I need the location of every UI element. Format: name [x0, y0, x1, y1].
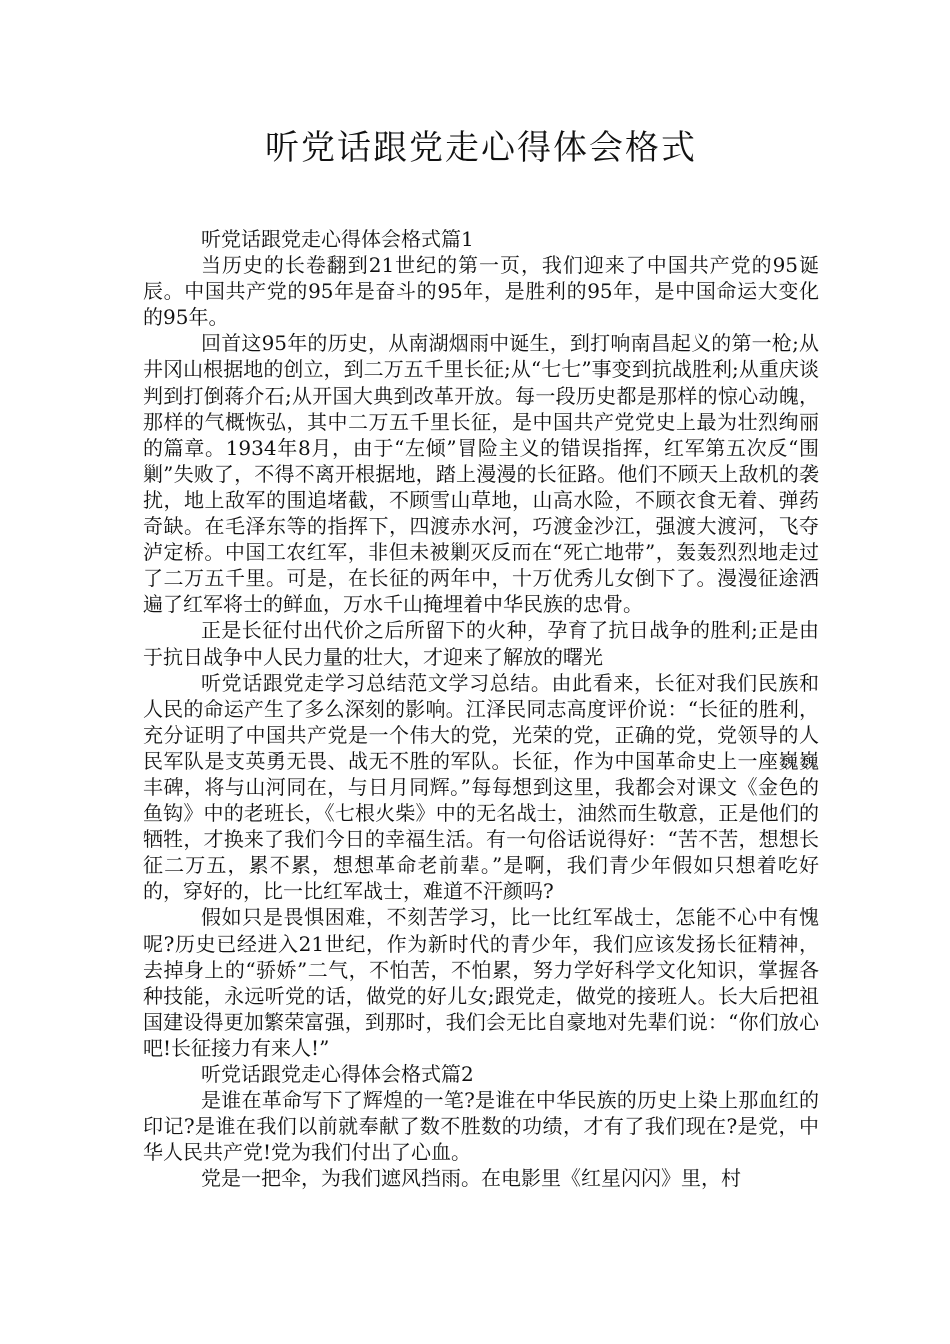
document-page — [143, 120, 819, 1191]
document-title: 听党话跟党走心得体会格式 — [265, 128, 697, 168]
paragraph: 假如只是畏惧困难，不刻苦学习，比一比红军战士，怎能不心中有愧呢?历史已经进入21世纪，作为新时代的青少年，我们应该发扬长征精神，去掉身上的“骄娇”二气，不怕苦，不怕累，努力学好科学文化知识，掌握各种技能，永远听党的话，做党的好儿女;跟党走，做党的接班人。长大后把祖国建设得更加繁荣富强，到那时，我们会无比自豪地对先辈们说：“你们放心吧!长征接力有来人!” — [143, 905, 819, 1060]
section-heading: 听党话跟党走心得体会格式篇1 — [201, 227, 474, 251]
paragraph: 听党话跟党走学习总结范文学习总结。由此看来，长征对我们民族和人民的命运产生了多么深刻的影响。江泽民同志高度评价说：“长征的胜利，充分证明了中国共产党是一个伟大的党，光荣的党，正确的党，党领导的人民军队是支英勇无畏、战无不胜的军队。长征，作为中国革命史上一座巍巍丰碑，将与山河同在，与日月同辉。”每每想到这里，我都会对课文《金色的鱼钩》中的老班长，《七根火柴》中的无名战士，油然而生敬意，正是他们的牺牲，才换来了我们今日的幸福生活。有一句俗话说得好：“苦不苦，想想长征二万五，累不累，想想革命老前辈。”是啊，我们青少年假如只想着吃好的，穿好的，比一比红军战士，难道不汗颜吗? — [143, 670, 819, 904]
section-heading: 听党话跟党走心得体会格式篇2 — [201, 1062, 474, 1086]
paragraph: 正是长征付出代价之后所留下的火种，孕育了抗日战争的胜利;正是由于抗日战争中人民力量的壮大，才迎来了解放的曙光 — [143, 618, 819, 669]
section-2 — [143, 1061, 819, 1191]
paragraph: 当历史的长卷翻到21世纪的第一页，我们迎来了中国共产党的95诞辰。中国共产党的95年是奋斗的95年，是胜利的95年，是中国命运大变化的95年。 — [143, 253, 819, 330]
paragraph: 是谁在革命写下了辉煌的一笔?是谁在中华民族的历史上染上那血红的印记?是谁在我们以前就奉献了数不胜数的功绩，才有了我们现在?是党，中华人民共产党!党为我们付出了心血。 — [143, 1088, 819, 1165]
paragraph: 党是一把伞，为我们遮风挡雨。在电影里《红星闪闪》里，村 — [201, 1166, 741, 1191]
section-1 — [143, 226, 819, 1061]
paragraph: 回首这95年的历史，从南湖烟雨中诞生，到打响南昌起义的第一枪;从井冈山根据地的创立，到二万五千里长征;从“七七”事变到抗战胜利;从重庆谈判到打倒蒋介石;从开国大典到改革开放。每一段历史都是那样的惊心动魄，那样的气概恢弘，其中二万五千里长征，是中国共产党党史上最为壮烈绚丽的篇章。1934年8月，由于“左倾”冒险主义的错误指挥，红军第五次反“围剿”失败了，不得不离开根据地，踏上漫漫的长征路。他们不顾天上敌机的袭扰，地上敌军的围追堵截，不顾雪山草地，山高水险，不顾衣食无着、弹药奇缺。在毛泽东等的指挥下，四渡赤水河，巧渡金沙江，强渡大渡河，飞夺泸定桥。中国工农红军，非但未被剿灭反而在“死亡地带”，轰轰烈烈地走过了二万五千里。可是，在长征的两年中，十万优秀儿女倒下了。漫漫征途洒遍了红军将士的鲜血，万水千山掩埋着中华民族的忠骨。 — [143, 331, 819, 617]
